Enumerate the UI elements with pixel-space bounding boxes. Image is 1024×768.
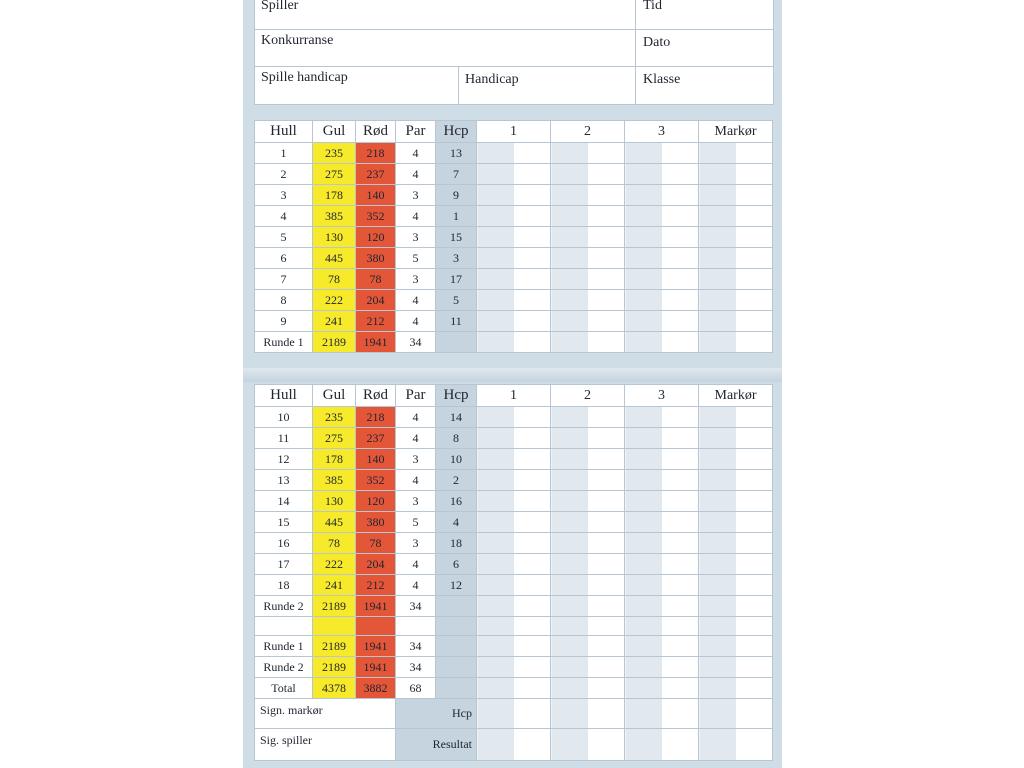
par-value: 3 [396, 533, 436, 554]
yellow-total: 2189 [313, 332, 356, 353]
tid-label: Tid [643, 0, 662, 13]
red-tee-length: 212 [356, 311, 396, 332]
score-cell-2[interactable] [551, 206, 625, 227]
score-cell-2[interactable] [551, 491, 625, 512]
score-cell-1[interactable] [477, 533, 551, 554]
konkurranse-label: Konkurranse [261, 33, 334, 48]
col-header-gul: Gul [313, 385, 356, 407]
score-cell-1[interactable] [477, 227, 551, 248]
red-tee-length: 212 [356, 575, 396, 596]
score-cell-1[interactable] [477, 206, 551, 227]
col-header-par: Par [396, 121, 436, 143]
hcp-index: 11 [436, 311, 477, 332]
hcp-index: 7 [436, 164, 477, 185]
score-cell-3[interactable] [625, 596, 699, 617]
hcp-empty [436, 636, 477, 657]
hole-row [255, 575, 773, 596]
par-value: 3 [396, 227, 436, 248]
score-cell-3[interactable] [625, 470, 699, 491]
score-cell-1[interactable] [477, 596, 551, 617]
red-tee-length: 120 [356, 491, 396, 512]
total-row [255, 636, 773, 657]
score-cell-1[interactable] [477, 185, 551, 206]
score-cell-1[interactable] [477, 617, 551, 636]
score-cell-3[interactable] [625, 227, 699, 248]
score-cell-2[interactable] [551, 636, 625, 657]
par-total: 34 [396, 636, 436, 657]
red-tee-length: 380 [356, 512, 396, 533]
score-cell-3[interactable] [625, 449, 699, 470]
red-tee-length: 352 [356, 470, 396, 491]
col-header-score-3: 3 [625, 121, 699, 143]
klasse-label: Klasse [643, 72, 681, 87]
score-cell-markor[interactable] [699, 575, 773, 596]
score-cell-markor[interactable] [699, 678, 773, 699]
hcp-index: 13 [436, 143, 477, 164]
col-header-markor: Markør [699, 385, 773, 407]
score-cell-markor[interactable] [699, 636, 773, 657]
red-tee-length: 218 [356, 143, 396, 164]
yellow-tee-length: 385 [313, 206, 356, 227]
resultat-label: Resultat [396, 729, 477, 761]
score-cell-markor[interactable] [699, 269, 773, 290]
col-header-score-3: 3 [625, 385, 699, 407]
hcp-index: 6 [436, 554, 477, 575]
hole-row [255, 164, 773, 185]
par-value: 4 [396, 428, 436, 449]
score-cell-1[interactable] [477, 311, 551, 332]
hole-row [255, 449, 773, 470]
score-cell-markor[interactable] [699, 554, 773, 575]
header-row [255, 121, 773, 143]
score-cell-3[interactable] [625, 533, 699, 554]
total-label: Total [255, 678, 313, 699]
hcp-result-label: Hcp [396, 699, 477, 729]
divider [458, 66, 459, 104]
col-header-hull: Hull [255, 121, 313, 143]
par-value: 4 [396, 206, 436, 227]
hcp-index: 10 [436, 449, 477, 470]
par-value: 3 [396, 185, 436, 206]
header-row [255, 385, 773, 407]
score-cell-3[interactable] [625, 729, 699, 761]
red-total: 1941 [356, 636, 396, 657]
par-total: 34 [396, 596, 436, 617]
red-tee-length: 237 [356, 428, 396, 449]
score-cell-2[interactable] [551, 248, 625, 269]
yellow-tee-length: 241 [313, 575, 356, 596]
par-value: 5 [396, 512, 436, 533]
yellow-tee-length: 178 [313, 185, 356, 206]
yellow-tee-length: 130 [313, 491, 356, 512]
score-cell-3[interactable] [625, 699, 699, 729]
par-value: 3 [396, 449, 436, 470]
score-cell-2[interactable] [551, 185, 625, 206]
score-cell-1[interactable] [477, 512, 551, 533]
hole-number: 11 [255, 428, 313, 449]
col-header-hcp: Hcp [436, 121, 477, 143]
par-value: 4 [396, 311, 436, 332]
score-cell-markor[interactable] [699, 512, 773, 533]
par-value: 4 [396, 575, 436, 596]
red-tee-length: 140 [356, 185, 396, 206]
score-cell-3[interactable] [625, 575, 699, 596]
hcp-index: 18 [436, 533, 477, 554]
score-cell-3[interactable] [625, 428, 699, 449]
score-cell-1[interactable] [477, 143, 551, 164]
score-cell-3[interactable] [625, 185, 699, 206]
score-cell-2[interactable] [551, 449, 625, 470]
score-cell-1[interactable] [477, 575, 551, 596]
score-cell-2[interactable] [551, 290, 625, 311]
yellow-tee-length: 275 [313, 164, 356, 185]
red-empty [356, 617, 396, 636]
red-total: 1941 [356, 657, 396, 678]
par-value: 4 [396, 470, 436, 491]
par-value: 3 [396, 269, 436, 290]
red-tee-length: 380 [356, 248, 396, 269]
par-value: 4 [396, 554, 436, 575]
sign-markor-field[interactable]: Sign. markør [255, 699, 396, 729]
score-cell-3[interactable] [625, 407, 699, 428]
hcp-index: 17 [436, 269, 477, 290]
score-cell-markor[interactable] [699, 185, 773, 206]
hcp-index: 1 [436, 206, 477, 227]
col-header-hull: Hull [255, 385, 313, 407]
score-cell-markor[interactable] [699, 290, 773, 311]
score-cell-2[interactable] [551, 575, 625, 596]
score-cell-markor[interactable] [699, 449, 773, 470]
score-cell-2[interactable] [551, 657, 625, 678]
score-cell-2[interactable] [551, 470, 625, 491]
hcp-empty [436, 332, 477, 353]
red-total: 1941 [356, 332, 396, 353]
par-total: 34 [396, 332, 436, 353]
col-header-score-2: 2 [551, 385, 625, 407]
score-cell-2[interactable] [551, 699, 625, 729]
score-cell-2[interactable] [551, 332, 625, 353]
par-value: 4 [396, 164, 436, 185]
score-cell-3[interactable] [625, 636, 699, 657]
yellow-tee-length: 222 [313, 554, 356, 575]
hole-number: 4 [255, 206, 313, 227]
score-cell-markor[interactable] [699, 428, 773, 449]
hole-row [255, 143, 773, 164]
hcp-index: 8 [436, 428, 477, 449]
score-cell-1[interactable] [477, 699, 551, 729]
hcp-index: 14 [436, 407, 477, 428]
score-cell-markor[interactable] [699, 596, 773, 617]
yellow-tee-length: 241 [313, 311, 356, 332]
score-cell-3[interactable] [625, 554, 699, 575]
hole-row [255, 533, 773, 554]
yellow-total: 2189 [313, 636, 356, 657]
hole-number: 1 [255, 143, 313, 164]
divider [255, 29, 773, 30]
red-tee-length: 120 [356, 227, 396, 248]
total-label: Runde 2 [255, 657, 313, 678]
red-tee-length: 218 [356, 407, 396, 428]
score-cell-1[interactable] [477, 428, 551, 449]
hole-number: 15 [255, 512, 313, 533]
hole-row [255, 290, 773, 311]
col-header-rod: Rød [356, 121, 396, 143]
score-cell-2[interactable] [551, 428, 625, 449]
score-cell-3[interactable] [625, 678, 699, 699]
back-nine-table [254, 384, 773, 761]
score-cell-markor[interactable] [699, 491, 773, 512]
yellow-tee-length: 178 [313, 449, 356, 470]
col-header-rod: Rød [356, 385, 396, 407]
yellow-tee-length: 235 [313, 407, 356, 428]
col-header-gul: Gul [313, 121, 356, 143]
score-cell-1[interactable] [477, 164, 551, 185]
col-header-par: Par [396, 385, 436, 407]
score-cell-3[interactable] [625, 290, 699, 311]
score-cell-3[interactable] [625, 512, 699, 533]
hole-row [255, 470, 773, 491]
score-cell-2[interactable] [551, 269, 625, 290]
yellow-tee-length: 445 [313, 512, 356, 533]
par-value: 3 [396, 491, 436, 512]
col-header-score-1: 1 [477, 385, 551, 407]
hole-row [255, 311, 773, 332]
score-cell-2[interactable] [551, 407, 625, 428]
hole-number: 12 [255, 449, 313, 470]
total-row [255, 657, 773, 678]
total-label: Runde 1 [255, 636, 313, 657]
hole-row [255, 512, 773, 533]
player-info-box [254, 0, 774, 105]
score-cell-markor[interactable] [699, 206, 773, 227]
signature-row [255, 729, 773, 761]
yellow-tee-length: 235 [313, 143, 356, 164]
hole-row [255, 206, 773, 227]
score-cell-3[interactable] [625, 143, 699, 164]
par-total: 34 [396, 657, 436, 678]
score-cell-1[interactable] [477, 636, 551, 657]
signature-row [255, 699, 773, 729]
par-value: 4 [396, 143, 436, 164]
hole-number: 5 [255, 227, 313, 248]
score-cell-markor[interactable] [699, 407, 773, 428]
score-cell-3[interactable] [625, 248, 699, 269]
score-cell-1[interactable] [477, 657, 551, 678]
divider [635, 0, 636, 104]
score-cell-1[interactable] [477, 332, 551, 353]
hole-number: 14 [255, 491, 313, 512]
total-label: Runde 2 [255, 596, 313, 617]
score-cell-1[interactable] [477, 470, 551, 491]
handicap-label: Handicap [465, 72, 519, 87]
score-cell-markor[interactable] [699, 470, 773, 491]
scorecard [243, 0, 782, 768]
score-cell-markor[interactable] [699, 311, 773, 332]
score-cell-3[interactable] [625, 206, 699, 227]
score-cell-markor[interactable] [699, 164, 773, 185]
score-cell-3[interactable] [625, 491, 699, 512]
par-value: 4 [396, 290, 436, 311]
score-cell-3[interactable] [625, 617, 699, 636]
red-total: 1941 [356, 596, 396, 617]
score-cell-1[interactable] [477, 491, 551, 512]
hole-row [255, 269, 773, 290]
hcp-index: 5 [436, 290, 477, 311]
score-cell-1[interactable] [477, 678, 551, 699]
score-cell-2[interactable] [551, 512, 625, 533]
hcp-empty [436, 678, 477, 699]
empty-cell [396, 617, 436, 636]
hcp-index: 2 [436, 470, 477, 491]
score-cell-markor[interactable] [699, 533, 773, 554]
hole-number: 6 [255, 248, 313, 269]
hole-row [255, 407, 773, 428]
hole-number: 13 [255, 470, 313, 491]
hole-number: 16 [255, 533, 313, 554]
score-cell-2[interactable] [551, 617, 625, 636]
total-row [255, 596, 773, 617]
score-cell-markor[interactable] [699, 657, 773, 678]
divider [255, 66, 773, 67]
hole-number: 10 [255, 407, 313, 428]
sig-spiller-field[interactable]: Sig. spiller [255, 729, 396, 761]
score-cell-markor[interactable] [699, 143, 773, 164]
yellow-empty [313, 617, 356, 636]
col-header-score-1: 1 [477, 121, 551, 143]
dato-label: Dato [643, 35, 671, 50]
hole-row [255, 185, 773, 206]
empty-cell [255, 617, 313, 636]
score-cell-1[interactable] [477, 269, 551, 290]
yellow-tee-length: 130 [313, 227, 356, 248]
score-cell-2[interactable] [551, 311, 625, 332]
red-tee-length: 237 [356, 164, 396, 185]
yellow-total: 2189 [313, 657, 356, 678]
yellow-total: 2189 [313, 596, 356, 617]
score-cell-markor[interactable] [699, 617, 773, 636]
yellow-tee-length: 78 [313, 269, 356, 290]
hole-number: 3 [255, 185, 313, 206]
red-tee-length: 204 [356, 554, 396, 575]
hole-number: 7 [255, 269, 313, 290]
total-row [255, 332, 773, 353]
hole-row [255, 227, 773, 248]
hole-row [255, 428, 773, 449]
par-value: 5 [396, 248, 436, 269]
score-cell-1[interactable] [477, 407, 551, 428]
spacer-row [255, 617, 773, 636]
score-cell-2[interactable] [551, 143, 625, 164]
spille-handicap-label: Spille handicap [261, 70, 348, 85]
score-cell-3[interactable] [625, 269, 699, 290]
score-cell-1[interactable] [477, 449, 551, 470]
hole-row [255, 248, 773, 269]
score-cell-1[interactable] [477, 729, 551, 761]
par-total: 68 [396, 678, 436, 699]
hcp-index: 16 [436, 491, 477, 512]
score-cell-3[interactable] [625, 311, 699, 332]
red-tee-length: 140 [356, 449, 396, 470]
score-cell-3[interactable] [625, 332, 699, 353]
front-nine-table [254, 120, 773, 353]
hcp-index: 4 [436, 512, 477, 533]
hcp-index: 3 [436, 248, 477, 269]
hcp-empty [436, 657, 477, 678]
spiller-label: Spiller [261, 0, 299, 13]
hole-number: 17 [255, 554, 313, 575]
yellow-tee-length: 445 [313, 248, 356, 269]
score-cell-2[interactable] [551, 729, 625, 761]
hcp-empty [436, 596, 477, 617]
yellow-tee-length: 222 [313, 290, 356, 311]
score-cell-1[interactable] [477, 554, 551, 575]
score-cell-markor[interactable] [699, 332, 773, 353]
red-total: 3882 [356, 678, 396, 699]
score-cell-3[interactable] [625, 164, 699, 185]
hole-number: 2 [255, 164, 313, 185]
hcp-index: 15 [436, 227, 477, 248]
hole-row [255, 554, 773, 575]
score-cell-1[interactable] [477, 248, 551, 269]
hole-number: 8 [255, 290, 313, 311]
yellow-tee-length: 275 [313, 428, 356, 449]
yellow-tee-length: 78 [313, 533, 356, 554]
score-cell-3[interactable] [625, 657, 699, 678]
score-cell-2[interactable] [551, 164, 625, 185]
score-cell-1[interactable] [477, 290, 551, 311]
score-cell-markor[interactable] [699, 699, 773, 729]
hcp-index: 12 [436, 575, 477, 596]
hole-row [255, 491, 773, 512]
red-tee-length: 78 [356, 269, 396, 290]
hole-number: 18 [255, 575, 313, 596]
yellow-total: 4378 [313, 678, 356, 699]
yellow-tee-length: 385 [313, 470, 356, 491]
score-cell-markor[interactable] [699, 227, 773, 248]
score-cell-2[interactable] [551, 227, 625, 248]
red-tee-length: 204 [356, 290, 396, 311]
hcp-empty [436, 617, 477, 636]
score-cell-2[interactable] [551, 678, 625, 699]
col-header-markor: Markør [699, 121, 773, 143]
hole-number: 9 [255, 311, 313, 332]
total-row [255, 678, 773, 699]
hcp-index: 9 [436, 185, 477, 206]
par-value: 4 [396, 407, 436, 428]
score-cell-2[interactable] [551, 596, 625, 617]
red-tee-length: 352 [356, 206, 396, 227]
col-header-score-2: 2 [551, 121, 625, 143]
total-label: Runde 1 [255, 332, 313, 353]
score-cell-markor[interactable] [699, 729, 773, 761]
score-cell-2[interactable] [551, 533, 625, 554]
score-cell-2[interactable] [551, 554, 625, 575]
score-cell-markor[interactable] [699, 248, 773, 269]
col-header-hcp: Hcp [436, 385, 477, 407]
red-tee-length: 78 [356, 533, 396, 554]
